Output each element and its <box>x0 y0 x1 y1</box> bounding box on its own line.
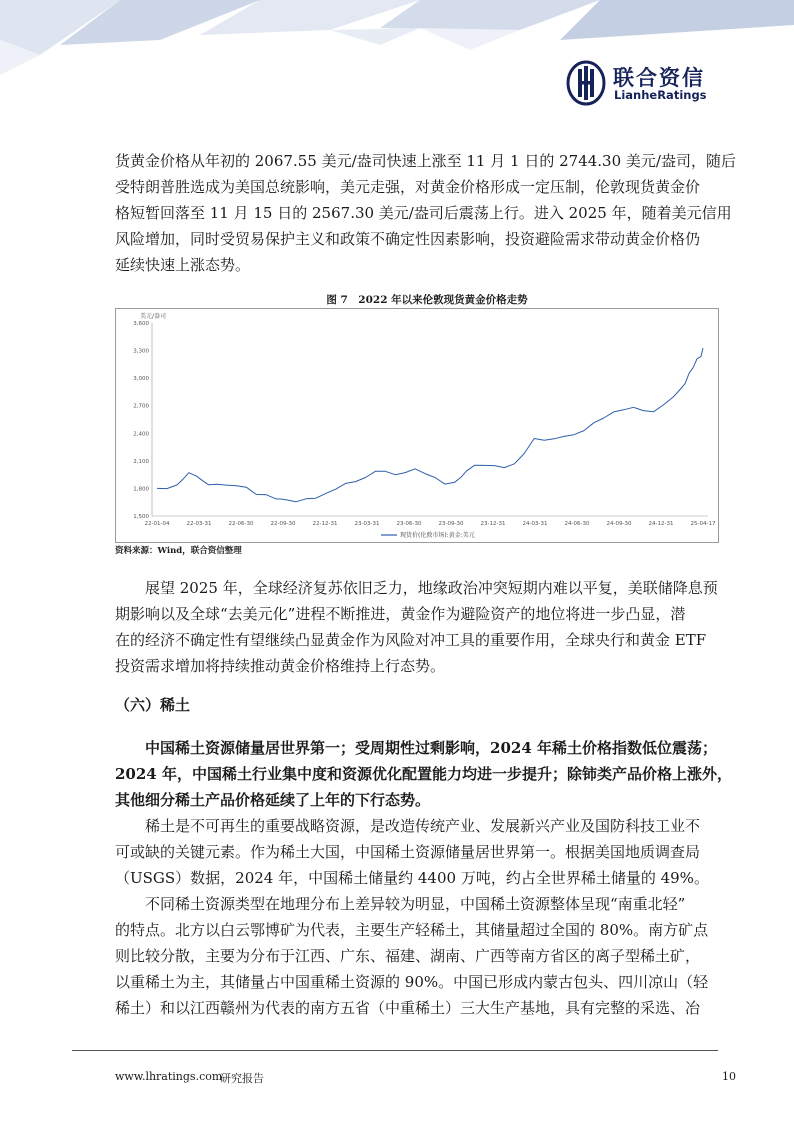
figure-title: 图 7 2022 年以来伦敦现货黄金价格走势 <box>326 294 528 306</box>
text-line: 受特朗普胜选成为美国总统影响，美元走强，对黄金价格形成一定压制，伦敦现货黄金价 <box>115 178 701 196</box>
y-tick-label: 1,500 <box>133 514 149 520</box>
text-line: （USGS）数据，2024 年，中国稀土储量约 4400 万吨，约占全世界稀土储量的 49%。 <box>115 869 709 887</box>
series-group <box>157 348 703 502</box>
x-tick-label: 24-06-30 <box>564 521 590 527</box>
y-tick-label: 2,100 <box>133 458 149 465</box>
summary-paragraph <box>115 735 739 813</box>
text-line: 稀土是不可再生的重要战略资源，是改造传统产业、发展新兴产业及国防科技工业不 <box>145 817 701 835</box>
y-tick-label: 3,600 <box>133 321 149 327</box>
y-tick-label: 2,700 <box>133 403 149 410</box>
text-line: 稀土）和以江西赣州为代表的南方五省（中重稀土）三大生产基地，具有完整的采选、冶 <box>115 999 701 1017</box>
x-tick-label: 22-12-31 <box>312 521 338 527</box>
footer-divider <box>72 1050 718 1051</box>
text-line: 格短暂回落至 11 月 15 日的 2567.30 美元/盎司后震荡上行。进入 2025 年，随着美元信用 <box>115 204 732 222</box>
text-line: 风险增加，同时受贸易保护主义和政策不确定性因素影响，投资避险需求带动黄金价格仍 <box>115 230 701 248</box>
legend <box>381 531 475 539</box>
text-line: 货黄金价格从年初的 2067.55 美元/盎司快速上涨至 11 月 1 日的 2744.30 美元/盎司，随后 <box>115 152 736 170</box>
x-tick-label: 22-01-04 <box>144 521 170 527</box>
text-line: 则比较分散，主要为分布于江西、广东、福建、湖南、广西等南方省区的离子型稀土矿， <box>115 947 701 965</box>
text-line: 其他细分稀土产品价格延续了上年的下行态势。 <box>115 791 431 809</box>
x-tick-label: 22-06-30 <box>228 521 254 527</box>
text-line: 不同稀土资源类型在地理分布上差异较为明显，中国稀土资源整体呈现“南重北轻” <box>145 895 686 913</box>
x-tick-label: 22-03-31 <box>186 521 212 527</box>
logo-chinese-name: 联合资信 <box>613 66 705 90</box>
x-tick-label: 22-09-30 <box>270 521 296 527</box>
x-tick-label: 23-12-31 <box>480 521 506 527</box>
text-line: 的特点。北方以白云鄂博矿为代表，主要生产轻稀土，其储量超过全国的 80%。南方矿点 <box>115 921 709 939</box>
gold-price-chart <box>115 308 719 543</box>
rare-earth-paragraph-1 <box>115 813 739 891</box>
series-line <box>157 348 703 502</box>
company-logo <box>565 60 725 108</box>
legend-label: 现货价(伦敦市场):黄金:美元 <box>400 532 475 539</box>
y-axis-label: 美元/盎司 <box>140 313 167 320</box>
text-line: 在的经济不确定性有望继续凸显黄金作为风险对冲工具的重要作用，全球央行和黄金 ETF <box>115 631 707 649</box>
y-tick-label: 2,400 <box>133 431 149 438</box>
x-ticks <box>145 521 716 527</box>
figure-source: 资料来源：Wind，联合资信整理 <box>115 546 242 556</box>
text-line: 投资需求增加将持续推动黄金价格维持上行态势。 <box>115 657 446 675</box>
y-tick-label: 3,300 <box>133 348 149 355</box>
x-tick-label: 25-04-17 <box>690 521 716 527</box>
logo-english-name: LianheRatings <box>614 88 707 102</box>
outlook-paragraph <box>115 575 739 679</box>
x-tick-label: 23-06-30 <box>396 521 422 527</box>
text-line: 以重稀土为主，其储量占中国重稀土资源的 90%。中国已形成内蒙古包头、四川凉山（轻 <box>115 973 709 991</box>
section-title: （六）稀土 <box>115 696 191 714</box>
y-ticks <box>133 321 149 520</box>
intro-paragraph <box>115 148 739 278</box>
logo-mark-icon <box>565 60 609 106</box>
footer-url-link[interactable]: www.lhratings.com <box>115 1070 223 1083</box>
text-line: 中国稀土资源储量居世界第一；受周期性过剩影响，2024 年稀土价格指数低位震荡； <box>145 739 717 757</box>
x-tick-label: 24-09-30 <box>606 521 632 527</box>
footer-report-label: 研究报告 <box>220 1072 264 1085</box>
page-number: 10 <box>722 1070 736 1083</box>
x-tick-label: 23-03-31 <box>354 521 380 527</box>
x-tick-label: 23-09-30 <box>438 521 464 527</box>
y-tick-label: 3,000 <box>133 376 149 383</box>
text-line: 可或缺的关键元素。作为稀土大国，中国稀土资源储量居世界第一。根据美国地质调查局 <box>115 843 701 861</box>
text-line: 展望 2025 年，全球经济复苏依旧乏力，地缘政治冲突短期内难以平复，美联储降息预 <box>145 579 718 597</box>
y-tick-label: 1,800 <box>133 486 149 493</box>
x-tick-label: 24-03-31 <box>522 521 548 527</box>
text-line: 2024 年，中国稀土行业集中度和资源优化配置能力均进一步提升；除铈类产品价格上涨外， <box>115 765 732 783</box>
x-tick-label: 24-12-31 <box>648 521 674 527</box>
text-line: 延续快速上涨态势。 <box>115 256 251 274</box>
chart-canvas <box>116 309 718 542</box>
text-line: 期影响以及全球“去美元化”进程不断推进，黄金作为避险资产的地位将进一步凸显，潜 <box>115 605 686 623</box>
rare-earth-paragraph-2 <box>115 891 739 1021</box>
